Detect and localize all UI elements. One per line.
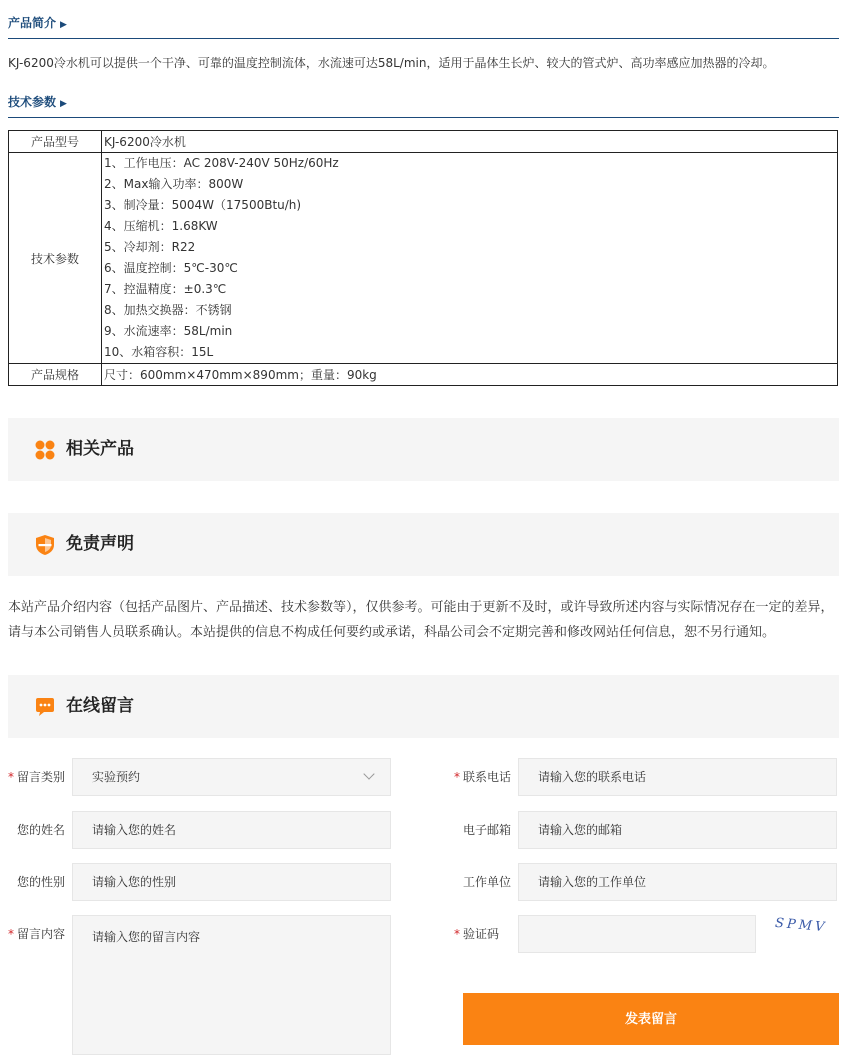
param-line: 1、工作电压：AC 208V-240V 50Hz/60Hz	[104, 156, 339, 170]
intro-section-title: 产品简介	[8, 16, 57, 30]
triangle-right-icon: ▶	[60, 20, 67, 30]
related-products-header	[8, 418, 839, 481]
email-label: 电子邮箱	[463, 823, 512, 837]
phone-input[interactable]: 请输入您的联系电话	[518, 758, 837, 796]
param-line: 8、加热交换器：不锈钢	[104, 303, 232, 317]
table-row	[9, 131, 838, 153]
params-section-header	[8, 93, 839, 118]
company-input[interactable]: 请输入您的工作单位	[518, 863, 837, 901]
phone-label: * 联系电话	[454, 770, 512, 784]
captcha-label: * 验证码	[454, 927, 500, 941]
captcha-input[interactable]	[518, 915, 756, 953]
params-list	[102, 153, 838, 364]
model-value: KJ-6200冷水机	[102, 131, 838, 153]
triangle-right-icon: ▶	[60, 99, 67, 109]
disclaimer-text: 本站产品介绍内容（包括产品图片、产品描述、技术参数等），仅供参考。可能由于更新不及时，或许导致所述内容与实际情况存在一定的差异，请与本公司销售人员联系确认。本站提供的信息不构成任何要约或承诺，科晶公司会不定期完善和修改网站任何信息，恕不另行通知。	[8, 600, 834, 640]
online-message-title: 在线留言	[66, 696, 134, 716]
param-line: 6、温度控制：5℃-30℃	[104, 261, 238, 275]
disclaimer-title: 免责声明	[66, 534, 134, 554]
intro-section-header	[8, 14, 839, 39]
disclaimer-header	[8, 513, 839, 576]
model-label: 产品型号	[9, 131, 102, 153]
chevron-down-icon	[363, 768, 374, 779]
name-input[interactable]: 请输入您的姓名	[72, 811, 391, 849]
content-textarea[interactable]: 请输入您的留言内容	[72, 915, 391, 1055]
required-mark: *	[8, 770, 14, 784]
param-line: 4、压缩机：1.68KW	[104, 219, 218, 233]
params-section-title: 技术参数	[8, 95, 57, 109]
email-input[interactable]: 请输入您的邮箱	[518, 811, 837, 849]
gender-input[interactable]: 请输入您的性别	[72, 863, 391, 901]
grid-flower-icon	[34, 439, 56, 461]
product-intro-text: KJ-6200冷水机可以提供一个干净、可靠的温度控制流体，水流速可达58L/min，适用于晶体生长炉、较大的管式炉、高功率感应加热器的冷却。	[8, 56, 775, 70]
chat-bubble-icon	[34, 696, 56, 718]
table-row	[9, 364, 838, 386]
spec-label: 产品规格	[9, 364, 102, 386]
param-line: 7、控温精度：±0.3℃	[104, 282, 227, 296]
param-line: 5、冷却剂：R22	[104, 240, 196, 254]
spec-value: 尺寸：600mm×470mm×890mm；重量：90kg	[102, 364, 838, 386]
params-label: 技术参数	[9, 153, 102, 364]
table-row	[9, 153, 838, 364]
category-select-value: 实验预约	[92, 770, 141, 784]
company-label: 工作单位	[463, 875, 512, 889]
shield-icon	[34, 534, 56, 556]
gender-label: 您的性别	[17, 875, 66, 889]
category-label: * 留言类别	[8, 770, 66, 784]
param-line: 10、水箱容积：15L	[104, 345, 214, 359]
param-line: 9、水流速率：58L/min	[104, 324, 233, 338]
related-products-title: 相关产品	[66, 439, 134, 459]
param-line: 3、制冷量：5004W（17500Btu/h)	[104, 198, 302, 212]
required-mark: *	[454, 770, 460, 784]
online-message-header	[8, 675, 839, 738]
spec-table	[8, 130, 838, 386]
submit-message-button[interactable]: 发表留言	[463, 993, 839, 1045]
param-line: 2、Max输入功率：800W	[104, 177, 244, 191]
required-mark: *	[454, 927, 460, 941]
required-mark: *	[8, 927, 14, 941]
captcha-image[interactable]: SPMV	[774, 915, 828, 936]
name-label: 您的姓名	[17, 823, 66, 837]
category-select[interactable]	[72, 758, 391, 796]
content-label: * 留言内容	[8, 927, 66, 941]
